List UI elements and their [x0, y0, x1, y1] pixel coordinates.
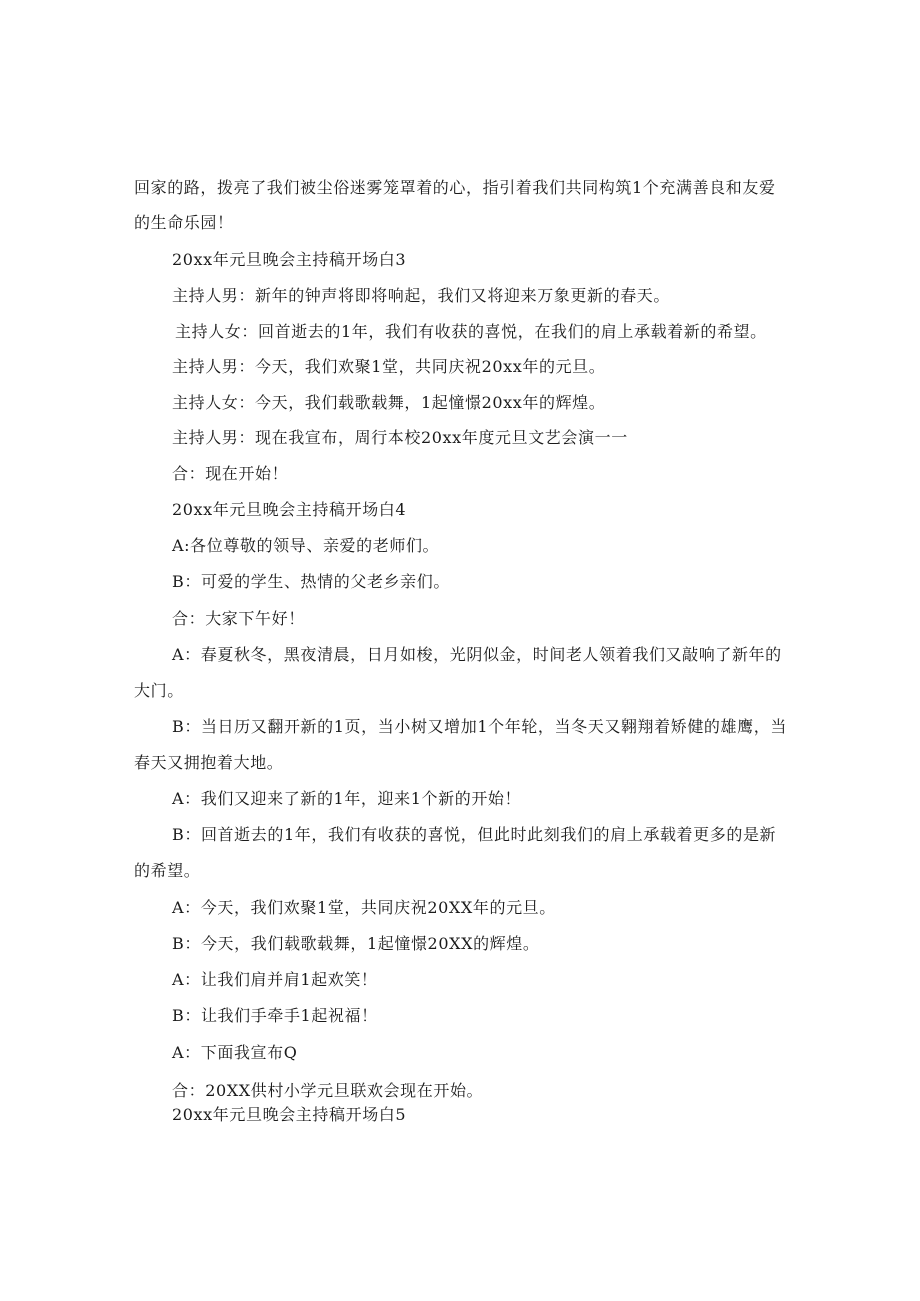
paragraph-line: 主持人女：今天，我们载歌载舞，1起憧憬20xx年的辉煌。 [172, 393, 606, 412]
section-heading: 20xx年元旦晚会主持稿开场白5 [172, 1105, 407, 1124]
paragraph-line: 回家的路，拨亮了我们被尘俗迷雾笼罩着的心，指引着我们共同构筑1个充满善良和友爱 [134, 178, 776, 197]
paragraph-line: 合：大家下午好！ [172, 609, 305, 628]
paragraph-line: 合：现在开始！ [172, 464, 289, 483]
paragraph-line: 的生命乐园！ [134, 213, 234, 232]
paragraph-line: B：让我们手牵手1起祝福！ [172, 1006, 378, 1025]
paragraph-line: A：今天，我们欢聚1堂，共同庆祝20XX年的元旦。 [172, 898, 556, 917]
paragraph-line: B：今天，我们载歌载舞，1起憧憬20XX的辉煌。 [172, 934, 540, 953]
section-heading: 20xx年元旦晚会主持稿开场白3 [172, 250, 407, 269]
paragraph-line: A：下面我宣布Q [172, 1043, 298, 1062]
paragraph-line: 大门。 [134, 681, 184, 700]
paragraph-line: A：我们又迎来了新的1年，迎来1个新的开始！ [172, 789, 522, 808]
paragraph-line: 春天又拥抱着大地。 [134, 753, 284, 772]
paragraph-line: 的希望。 [134, 861, 201, 880]
paragraph-line: B：可爱的学生、热情的父老乡亲们。 [172, 572, 450, 591]
paragraph-line: B：当日历又翻开新的1页，当小树又增加1个年轮，当冬天又翱翔着矫健的雄鹰，当 [172, 717, 787, 736]
paragraph-line: 主持人男：新年的钟声将即将响起，我们又将迎来万象更新的春天。 [172, 286, 671, 305]
paragraph-line: B：回首逝去的1年，我们有收获的喜悦，但此时此刻我们的肩上承载着更多的是新 [172, 825, 777, 844]
paragraph-line: 主持人男：现在我宣布，周行本校20xx年度元旦文艺会演一一 [172, 428, 628, 447]
paragraph-line: 合：20XX供村小学元旦联欢会现在开始。 [172, 1081, 484, 1100]
paragraph-line: A：让我们肩并肩1起欢笑！ [172, 970, 378, 989]
paragraph-line: 主持人男：今天，我们欢聚1堂，共同庆祝20xx年的元旦。 [172, 357, 606, 376]
paragraph-line: 主持人女：回首逝去的1年，我们有收获的喜悦，在我们的肩上承载着新的希望。 [175, 322, 767, 341]
paragraph-line: A：春夏秋冬，黑夜清晨，日月如梭，光阴似金，时间老人领着我们又敲响了新年的 [172, 645, 782, 664]
section-heading: 20xx年元旦晚会主持稿开场白4 [172, 500, 407, 519]
paragraph-line: A:各位尊敬的领导、亲爱的老师们。 [172, 536, 440, 555]
